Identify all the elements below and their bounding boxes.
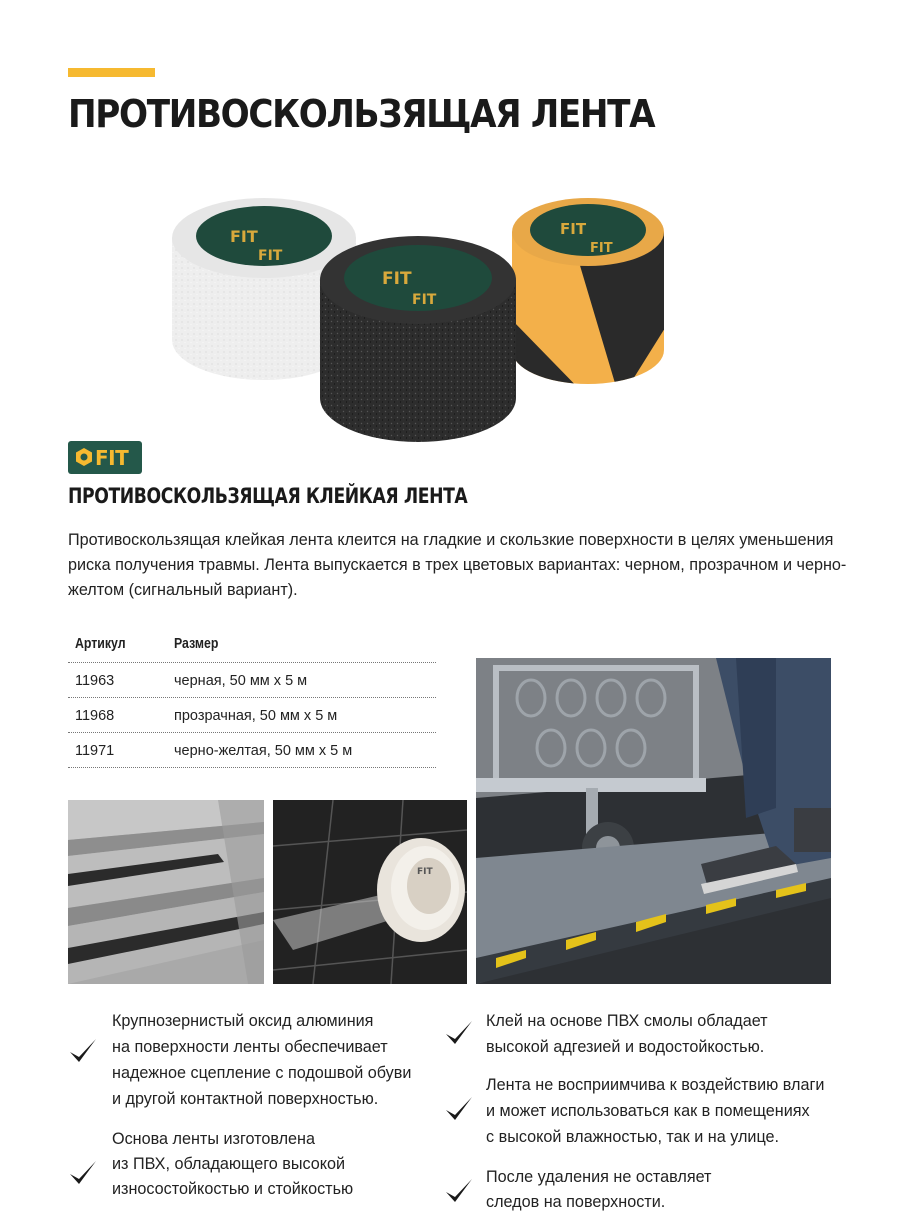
svg-text:FIT: FIT xyxy=(412,292,437,308)
roll-logo-text: FIT xyxy=(417,867,433,877)
feature-line: и может использоваться как в помещениях xyxy=(486,1102,810,1120)
table-header-row xyxy=(68,630,436,663)
tiles-tape-photo xyxy=(273,800,467,984)
feature-line: из ПВХ, обладающего высокой xyxy=(112,1155,346,1173)
feature-line: Лента не восприимчива к воздействию влаги xyxy=(486,1076,825,1094)
feature-line: с высокой влажностью, так и на улице. xyxy=(486,1128,780,1146)
brand-logo-text: FIT xyxy=(95,446,129,470)
fit-brand-logo xyxy=(68,441,142,474)
feature-line: на поверхности ленты обеспечивает xyxy=(112,1038,388,1056)
column-header-sku: Артикул xyxy=(75,636,126,652)
yellow-black-tape-roll xyxy=(512,198,670,400)
accent-bar xyxy=(68,68,155,77)
product-description: Противоскользящая клейкая лента клеится на гладкие и скользкие поверхности в целях уменьшения риска получения травмы. Лента выпускается в трех цветовых вариантах: черном, прозрачном и черно-желтом (сигнальный вариант). xyxy=(68,531,847,599)
table-row xyxy=(68,698,436,733)
svg-text:FIT: FIT xyxy=(590,241,613,256)
checkmark-icon xyxy=(68,1158,98,1188)
clear-tape-roll xyxy=(377,838,465,942)
page-title: ПРОТИВОСКОЛЬЗЯЩАЯ ЛЕНТА xyxy=(68,92,655,136)
column-header-size: Размер xyxy=(174,636,219,652)
cell-size: черная, 50 мм х 5 м xyxy=(174,673,308,689)
stairs-photo xyxy=(68,800,264,984)
feature-line: Клей на основе ПВХ смолы обладает xyxy=(486,1012,768,1030)
feature-line: износостойкостью и стойкостью xyxy=(112,1180,354,1198)
cell-size: прозрачная, 50 мм х 5 м xyxy=(174,708,338,724)
checkmark-icon xyxy=(68,1036,98,1066)
feature-line: следов на поверхности. xyxy=(486,1193,666,1211)
checkmark-icon xyxy=(444,1094,474,1124)
svg-text:FIT: FIT xyxy=(258,248,283,264)
feature-line: Основа ленты изготовлена xyxy=(112,1130,315,1148)
svg-text:FIT: FIT xyxy=(382,269,412,289)
hex-bolt-icon xyxy=(74,447,94,467)
spec-table xyxy=(68,630,436,768)
svg-text:FIT: FIT xyxy=(560,220,587,238)
table-row xyxy=(68,733,436,768)
checkmark-icon xyxy=(444,1176,474,1206)
cart-ramp-photo xyxy=(476,658,831,984)
svg-text:FIT: FIT xyxy=(230,227,258,246)
cell-sku: 11963 xyxy=(75,673,115,689)
cell-size: черно-желтая, 50 мм х 5 м xyxy=(174,743,353,759)
feature-line: высокой адгезией и водостойкостью. xyxy=(486,1038,765,1056)
black-tape-roll xyxy=(320,236,516,442)
feature-line: Крупнозернистый оксид алюминия xyxy=(112,1012,374,1030)
checkmark-icon xyxy=(444,1018,474,1048)
feature-line: и другой контактной поверхностью. xyxy=(112,1090,379,1108)
feature-line: После удаления не оставляет xyxy=(486,1168,712,1186)
hero-tape-rolls-image xyxy=(150,170,750,450)
feature-line: надежное сцепление с подошвой обуви xyxy=(112,1064,412,1082)
section-title: ПРОТИВОСКОЛЬЗЯЩАЯ КЛЕЙКАЯ ЛЕНТА xyxy=(68,484,468,508)
cell-sku: 11971 xyxy=(75,743,115,759)
table-row xyxy=(68,663,436,698)
cell-sku: 11968 xyxy=(75,708,115,724)
